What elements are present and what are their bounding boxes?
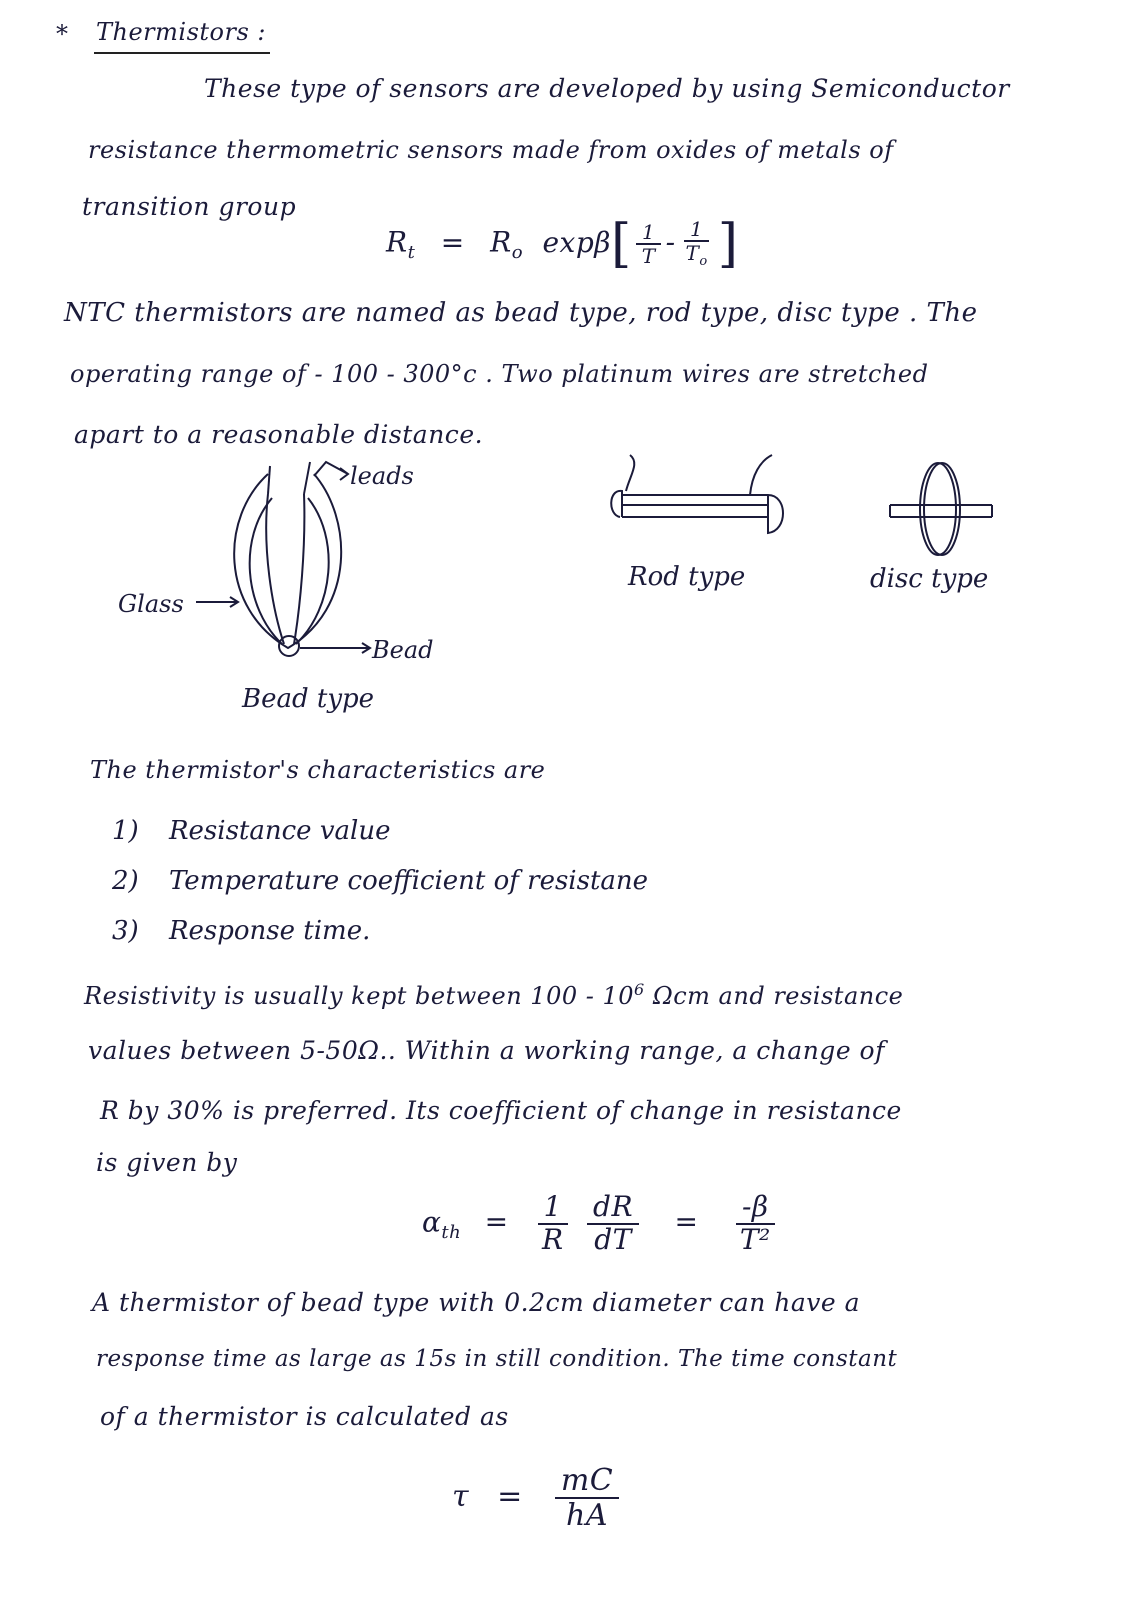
eq3-lhs: τ xyxy=(452,1479,470,1514)
eq1-f2-den-wrap xyxy=(680,242,714,269)
para1-line3: transition group xyxy=(82,192,297,221)
para3-line1-b: Ωcm and resistance xyxy=(644,982,904,1010)
para1-line1: These type of sensors are developed by using Semiconductor xyxy=(204,74,1010,103)
eq2-f1-num: 1 xyxy=(538,1192,568,1225)
list-item xyxy=(112,866,648,896)
eq1-fraction-1 xyxy=(636,221,662,267)
bead-type-caption: Bead type xyxy=(242,684,375,714)
eq1-r0-sub: o xyxy=(511,242,524,264)
para3-line1-sup: 6 xyxy=(634,980,645,999)
eq1-f1-num: 1 xyxy=(636,221,661,245)
coefficient-equation xyxy=(422,1192,781,1256)
eq2-d-num: dR xyxy=(587,1192,639,1225)
list-item-number: 2) xyxy=(112,866,139,896)
eq2-f3-num: -β xyxy=(736,1192,775,1225)
list-item xyxy=(112,816,390,846)
time-constant-equation xyxy=(452,1464,623,1532)
eq1-f2-den: T xyxy=(685,241,700,266)
eq3-den: hA xyxy=(566,1498,609,1533)
list-item-number: 1) xyxy=(112,816,139,846)
eq1-lhs: R xyxy=(386,225,408,259)
para4-line2: response time as large as 15s in still condition. The time constant xyxy=(96,1346,898,1372)
eq2-derivative xyxy=(587,1192,639,1256)
eq1-exp: expβ xyxy=(542,225,611,259)
eq1-f2-den-sub: o xyxy=(699,254,708,270)
bead-label: Bead xyxy=(372,636,434,664)
para1-line2: resistance thermometric sensors made from oxides of metals of xyxy=(88,136,894,164)
list-item-text: Resistance value xyxy=(168,816,391,846)
eq1-equals: = xyxy=(440,225,465,259)
eq2-d-den: dT xyxy=(594,1222,632,1256)
eq2-lhs-sub: th xyxy=(441,1221,462,1243)
list-item-text: Temperature coefficient of resistane xyxy=(168,866,649,896)
para3-line1 xyxy=(84,980,903,1010)
rod-thermistor-diagram xyxy=(600,455,800,555)
para3-line4: is given by xyxy=(96,1148,238,1177)
eq2-fraction-3 xyxy=(734,1192,777,1256)
eq1-fraction-2 xyxy=(680,218,714,269)
para2-line3: apart to a reasonable distance. xyxy=(74,420,484,449)
page-title: Thermistors : xyxy=(96,18,266,46)
title-underline xyxy=(94,52,270,54)
para4-line1: A thermistor of bead type with 0.2cm diameter can have a xyxy=(92,1288,861,1317)
characteristics-intro: The thermistor's characteristics are xyxy=(90,756,546,784)
eq2-equals: = xyxy=(484,1205,509,1239)
eq1-minus: - xyxy=(665,225,676,259)
eq1-open-bracket: [ xyxy=(610,214,632,274)
disc-thermistor-diagram xyxy=(884,455,1004,565)
eq1-close-bracket: ] xyxy=(717,214,739,274)
resistance-equation xyxy=(386,214,739,274)
list-item xyxy=(112,916,370,946)
eq2-lhs: α xyxy=(422,1205,442,1239)
eq2-fraction-1 xyxy=(536,1192,570,1256)
eq1-f2-num: 1 xyxy=(684,218,709,242)
disc-type-caption: disc type xyxy=(870,564,989,594)
eq2-f3-den: T² xyxy=(739,1222,771,1256)
eq2-f1-den: R xyxy=(542,1222,564,1256)
leads-label: leads xyxy=(350,462,414,490)
para3-line3: R by 30% is preferred. Its coefficient of change in resistance xyxy=(100,1096,902,1125)
eq3-num: mC xyxy=(555,1464,619,1499)
para2-line2: operating range of - 100 - 300°c . Two platinum wires are stretched xyxy=(70,360,929,388)
eq2-equals-2: = xyxy=(674,1205,699,1239)
rod-type-caption: Rod type xyxy=(628,562,746,592)
para3-line1-a: Resistivity is usually kept between 100 - 10 xyxy=(84,982,635,1010)
eq3-equals: = xyxy=(497,1479,523,1514)
eq1-lhs-sub: t xyxy=(407,242,416,264)
eq1-f1-den: T xyxy=(641,244,656,268)
list-item-number: 3) xyxy=(112,916,139,946)
glass-label: Glass xyxy=(118,590,184,618)
bullet-mark: * xyxy=(56,20,69,48)
para4-line3: of a thermistor is calculated as xyxy=(100,1402,509,1431)
list-item-text: Response time. xyxy=(168,916,371,946)
para3-line2: values between 5-50Ω.. Within a working range, a change of xyxy=(88,1036,885,1065)
eq3-fraction xyxy=(555,1464,619,1532)
para2-line1: NTC thermistors are named as bead type, rod type, disc type . The xyxy=(64,298,978,328)
eq1-r0: R xyxy=(490,225,512,259)
